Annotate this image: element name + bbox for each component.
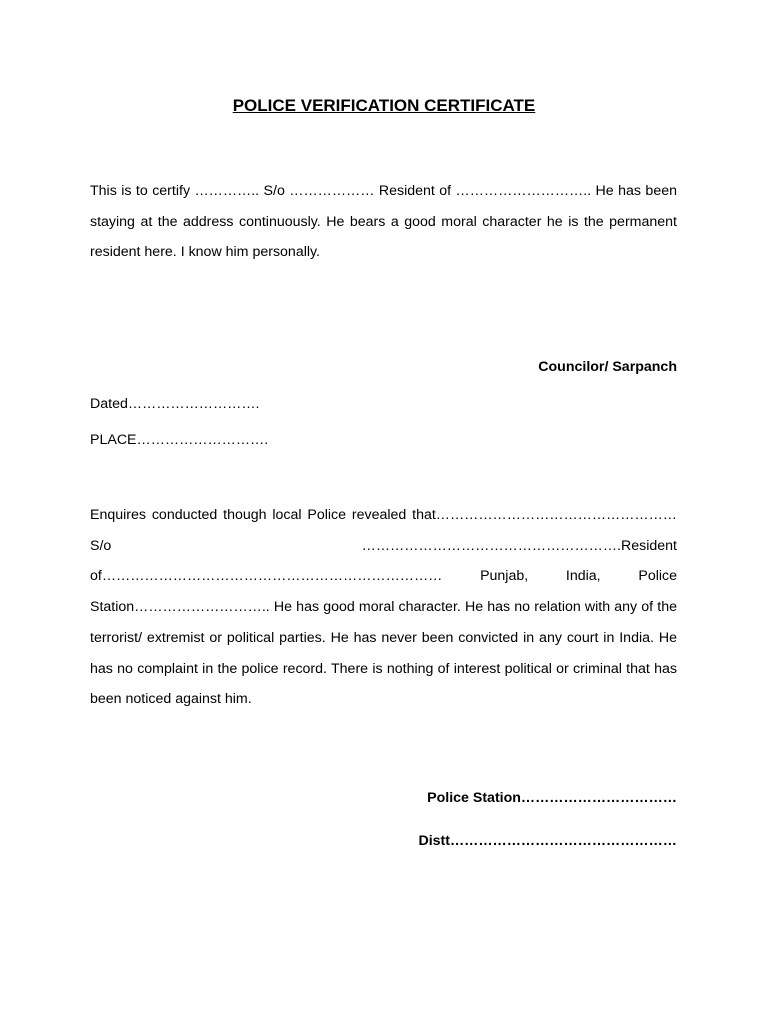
enquiry-paragraph: Enquires conducted though local Police revealed that…………………………………………… S/o ……………………………………………….Resident of……………………………………………………………… Punjab, India, Police Station……………………….. He has good moral character. He has no relation with any of the terrorist/ extremist or political parties. He has never been convicted in any court in India. He has no complaint in the police record. There is nothing of interest political or criminal that has been noticed against him.: [90, 507, 677, 708]
dated-line: Dated……………………….: [90, 396, 260, 412]
place-line: PLACE……………………….: [90, 432, 269, 448]
distt-signature-line: Distt…………………………………………: [418, 833, 677, 849]
certification-paragraph: This is to certify ………….. S/o ……………… Resident of ……………………….. He has been staying at the address continuously. He bears a good moral character he is the permanent resident here. I know him personally.: [90, 183, 677, 261]
police-station-signature-line: Police Station……………………………: [427, 790, 677, 806]
councillor-signature-label: Councilor/ Sarpanch: [538, 359, 677, 375]
certificate-title: POLICE VERIFICATION CERTIFICATE: [232, 96, 536, 115]
